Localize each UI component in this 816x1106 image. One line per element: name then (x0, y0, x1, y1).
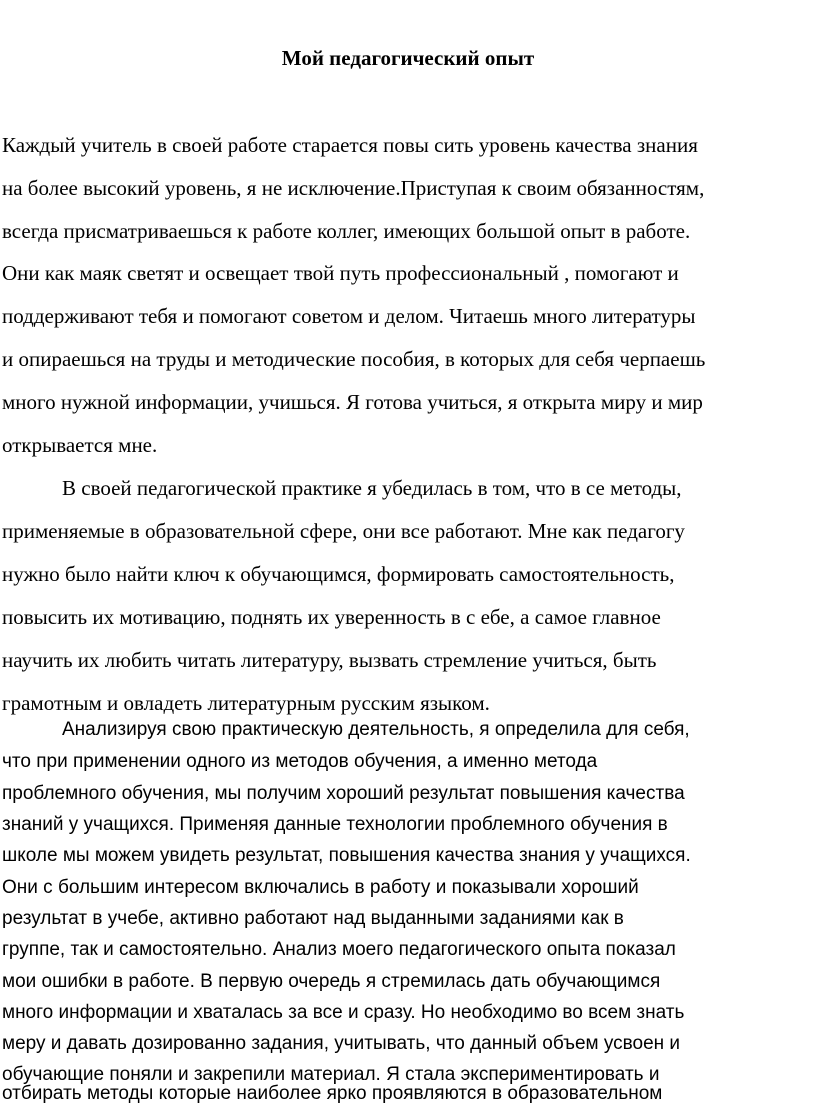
paragraph-2-line: В своей педагогической практике я убедилась в том, что в се методы, (62, 476, 682, 500)
paragraph-2-line: научить их любить читать литературу, вызвать стремление учиться, быть (2, 648, 657, 672)
paragraph-1-line: и опираешься на труды и методические пособия, в которых для себя черпаешь (2, 347, 706, 371)
paragraph-3-line: обучающие поняли и закрепили материал. Я стала экспериментировать и (2, 1064, 660, 1085)
paragraph-3-line: школе мы можем увидеть результат, повышения качества знания у учащихся. (2, 845, 691, 866)
paragraph-1-line: Они как маяк светят и освещает твой путь профессиональный , помогают и (2, 261, 679, 285)
paragraph-1-line: на более высокий уровень, я не исключение.Приступая к своим обязанностям, (2, 176, 705, 200)
paragraph-2-line: грамотным и овладеть литературным русским языком. (2, 691, 490, 715)
paragraph-3-line: много информации и хваталась за все и сразу. Но необходимо во всем знать (2, 1002, 685, 1023)
paragraph-1-line: много нужной информации, учишься. Я готова учиться, я открыта миру и мир (2, 390, 703, 414)
paragraph-2-line: повысить их мотивацию, поднять их уверенность в с ебе, а самое главное (2, 605, 661, 629)
paragraph-3-line: результат в учебе, активно работают над выданными заданиями как в (2, 908, 624, 929)
paragraph-1-line: поддерживают тебя и помогают советом и делом. Читаешь много литературы (2, 304, 696, 328)
paragraph-3-line: Они с большим интересом включались в работу и показывали хороший (2, 877, 639, 898)
paragraph-2-line: применяемые в образовательной сфере, они все работают. Мне как педагогу (2, 519, 685, 543)
paragraph-1-line: всегда присматриваешься к работе коллег, имеющих большой опыт в работе. (2, 219, 691, 243)
page-title: Мой педагогический опыт (281, 46, 535, 70)
paragraph-3-line: группе, так и самостоятельно. Анализ моего педагогического опыта показал (2, 939, 676, 960)
paragraph-1-line: открывается мне. (2, 433, 158, 457)
paragraph-3-line: знаний у учащихся. Применяя данные технологии проблемного обучения в (2, 814, 668, 835)
paragraph-3-line: Анализируя свою практическую деятельность, я определила для себя, (62, 719, 690, 740)
paragraph-3-line: мои ошибки в работе. В первую очередь я стремилась дать обучающимся (2, 971, 661, 992)
paragraph-3-line: что при применении одного из методов обучения, а именно метода (2, 751, 598, 772)
paragraph-3-line: отбирать методы которые наиболее ярко проявляются в образовательном (2, 1083, 663, 1104)
paragraph-3-line: меру и давать дозированно задания, учитывать, что данный объем усвоен и (2, 1033, 681, 1054)
paragraph-2-line: нужно было найти ключ к обучающимся, формировать самостоятельность, (2, 562, 675, 586)
paragraph-1-line: Каждый учитель в своей работе старается повы сить уровень качества знания (2, 133, 698, 157)
paragraph-3-line: проблемного обучения, мы получим хороший результат повышения качества (2, 783, 685, 804)
